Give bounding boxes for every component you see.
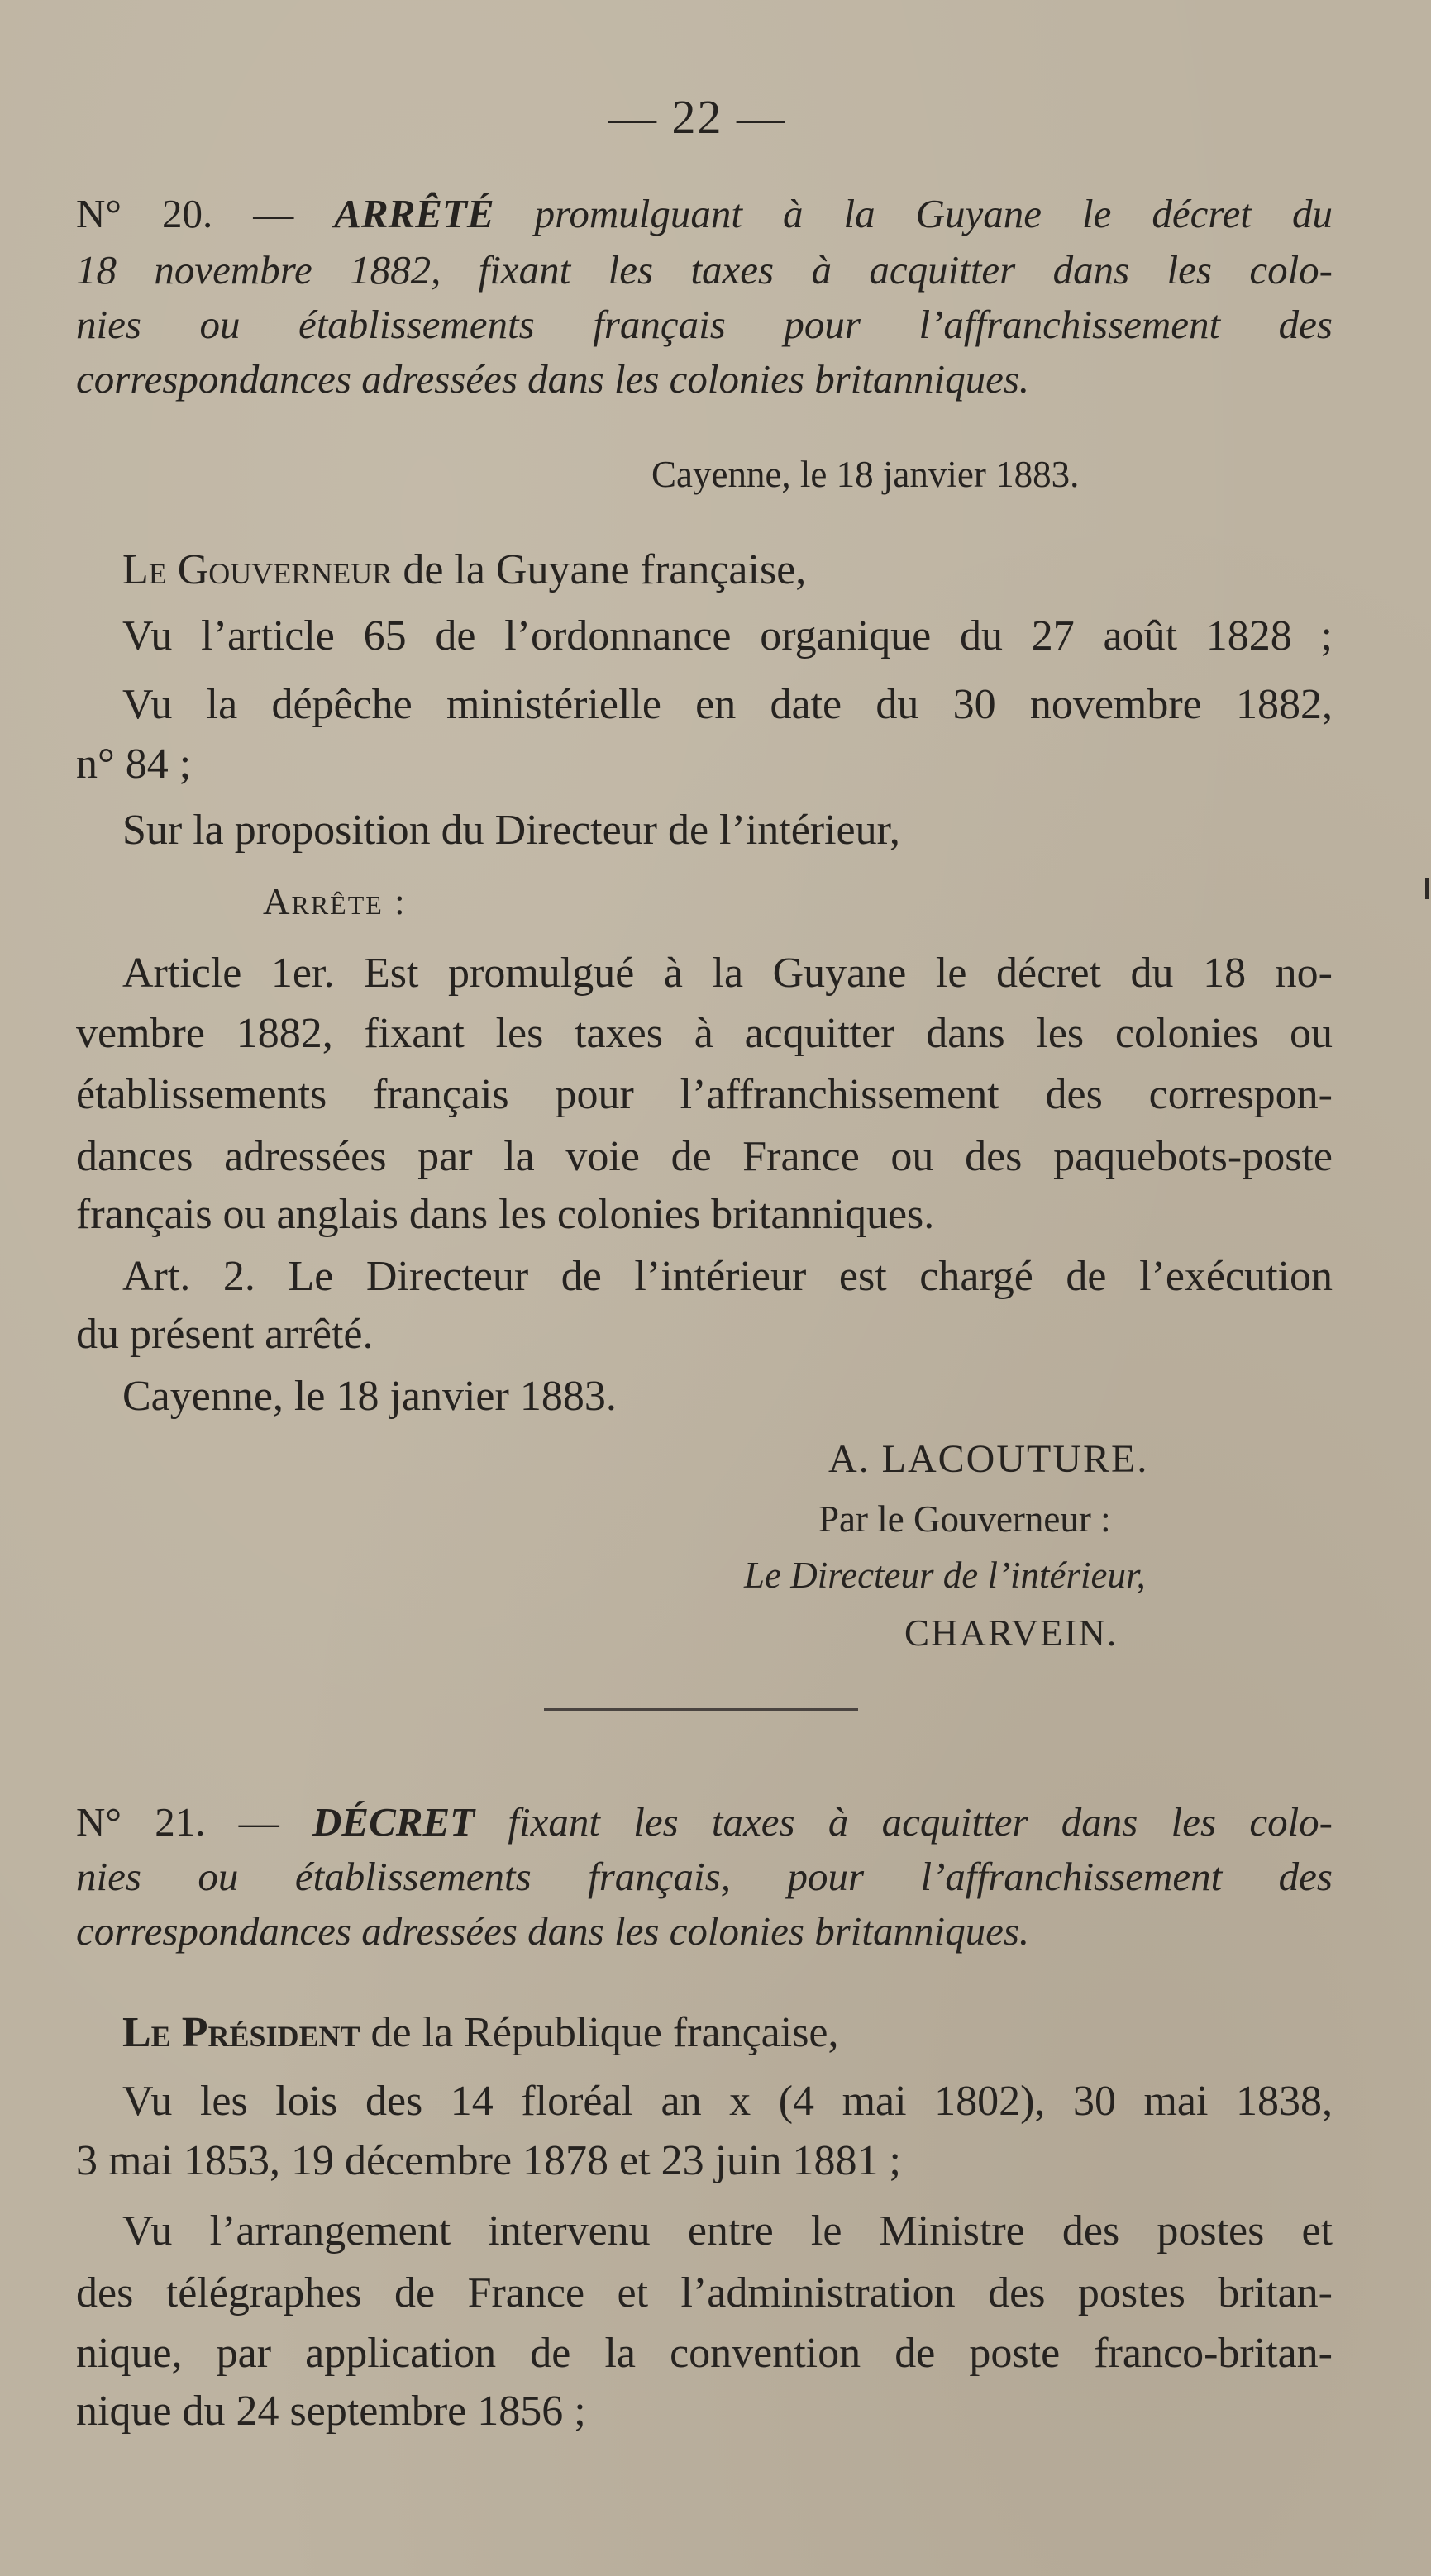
director-name: CHARVEIN. [904, 1612, 1119, 1654]
decret-21-number: N° 21. [76, 1799, 206, 1845]
decret-21-title-word: DÉCRET [312, 1799, 475, 1845]
arrete-20-authority [122, 545, 806, 594]
decret-21-title-line: fixant les taxes à acquitter dans les colo- [508, 1799, 1333, 1845]
director-title: Le Directeur de l’intérieur, [744, 1555, 1146, 1596]
article-2-line: Art. 2. Le Directeur de l’intérieur est chargé de l’exécution [122, 1253, 1333, 1300]
decret-21-considerant: des télégraphes de France et l’administration des postes britan- [76, 2269, 1333, 2316]
decret-21-dash: — [238, 1799, 279, 1845]
article-2-line: du présent arrêté. [76, 1311, 374, 1358]
decret-21-considerant: nique, par application de la convention de poste franco-britan- [76, 2330, 1333, 2377]
arrete-20-considerant: n° 84 ; [76, 740, 192, 788]
article-1-line: établissements français pour l’affranchissement des correspon- [76, 1071, 1333, 1118]
article-1-line: dances adressées par la voie de France ou des paquebots-poste [76, 1133, 1333, 1180]
arrete-20-title-line: correspondances adressées dans les colonies britanniques. [76, 356, 1030, 402]
decret-21-title-line: correspondances adressées dans les colonies britanniques. [76, 1908, 1030, 1954]
decret-21-considerant: Vu les lois des 14 floréal an x (4 mai 1802), 30 mai 1838, [122, 2078, 1333, 2125]
arrete-20-title-word: ARRÊTÉ [334, 191, 494, 236]
arrete-20-heading-line-1 [76, 188, 1333, 240]
arrete-20-title-line: promulguant à la Guyane le décret du [534, 191, 1333, 236]
arrete-20-title-line: 18 novembre 1882, fixant les taxes à acquitter dans les colo- [76, 247, 1333, 293]
arrete-20-considerant: Vu l’article 65 de l’ordonnance organique du 27 août 1828 ; [122, 612, 1333, 659]
decret-21-authority [122, 2008, 839, 2057]
arrete-20-dash: — [253, 191, 294, 236]
arrete-label: Arrête : [263, 881, 407, 922]
arrete-20-considerant: Vu la dépêche ministérielle en date du 30 novembre 1882, [122, 681, 1333, 728]
closing-place-date: Cayenne, le 18 janvier 1883. [122, 1373, 617, 1420]
arrete-20-considerant: Sur la proposition du Directeur de l’intérieur, [122, 807, 900, 854]
decret-21-considerant: 3 mai 1853, 19 décembre 1878 et 23 juin 1881 ; [76, 2137, 901, 2184]
signature-lacouture: A. LACOUTURE. [828, 1437, 1149, 1481]
decret-21-heading-line-1 [76, 1797, 1333, 1848]
governor-rest: de la Guyane française, [403, 546, 807, 593]
page-number: — 22 — [608, 90, 786, 144]
arrete-20-place-date: Cayenne, le 18 janvier 1883. [651, 454, 1080, 495]
decret-21-considerant: Vu l’arrangement intervenu entre le Ministre des postes et [122, 2207, 1333, 2255]
par-le-gouverneur: Par le Gouverneur : [818, 1498, 1111, 1540]
arrete-20-number: N° 20. [76, 191, 213, 236]
article-1-line: Article 1er. Est promulgué à la Guyane le décret du 18 no- [122, 950, 1333, 997]
article-1-line: français ou anglais dans les colonies britanniques. [76, 1191, 935, 1238]
president-rest: de la République française, [370, 2009, 839, 2056]
decret-21-title-line: nies ou établissements français, pour l’affranchissement des [76, 1854, 1333, 1899]
margin-mark [1425, 878, 1429, 899]
president-title: Le Président [122, 2009, 360, 2056]
arrete-20-title-line: nies ou établissements français pour l’affranchissement des [76, 302, 1333, 347]
section-divider [544, 1708, 858, 1711]
governor-title: Le Gouverneur [122, 546, 393, 593]
decret-21-considerant: nique du 24 septembre 1856 ; [76, 2388, 586, 2435]
article-1-line: vembre 1882, fixant les taxes à acquitter dans les colonies ou [76, 1010, 1333, 1057]
